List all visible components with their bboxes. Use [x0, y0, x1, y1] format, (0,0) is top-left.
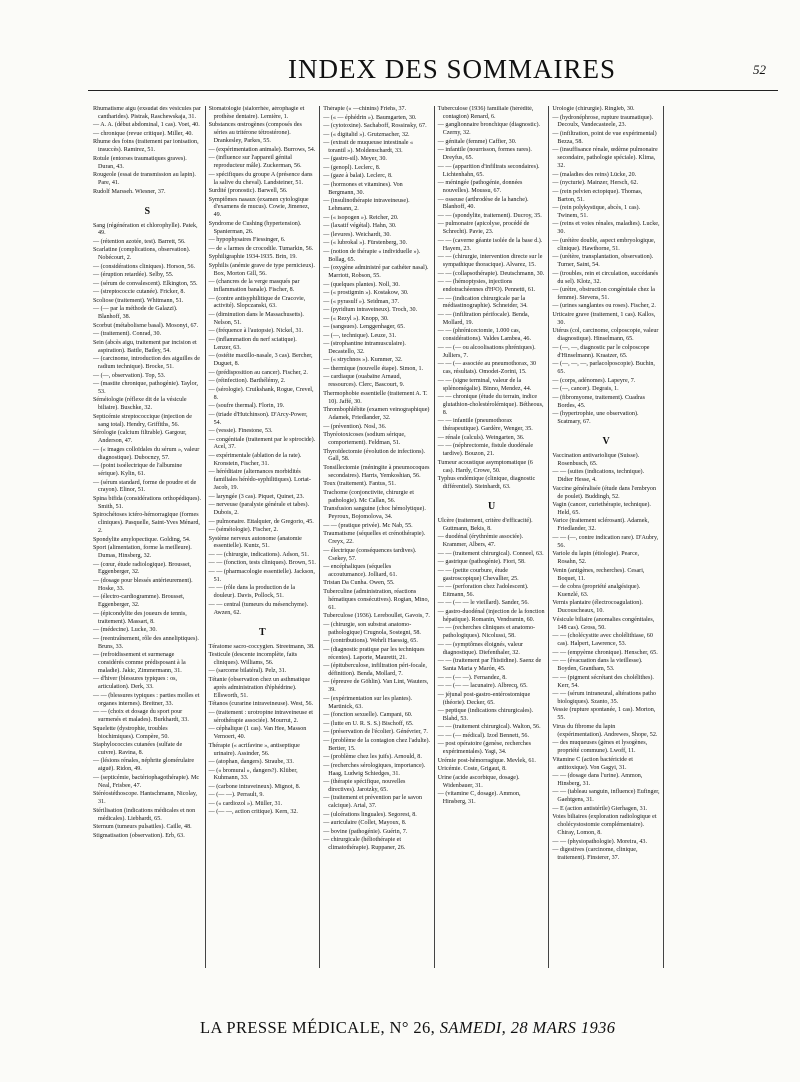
index-entry: Testicule (descente incomplète, faits cliniques). Williams, 56.: [208, 652, 298, 666]
index-entry: — (ostéite maxillo-nasale, 3 cas). Bercher, Duguet, 8.: [208, 353, 313, 368]
index-entry: — (carbone intraveineux). Mignot, 8.: [208, 783, 301, 790]
index-entry: — — (cholécystite avec cholélithiase, 60 cas). Halpert, Lawrence, 53.: [552, 633, 653, 648]
index-entry: Scorbut (métabolisme basal). Mosonyi, 67.: [93, 322, 199, 329]
index-entry: — auriculaire (Collet, Mayoux, 8.: [323, 820, 407, 827]
index-entry: — (médecine). Lucke, 30.: [93, 627, 157, 634]
index-entry: — (réinfection). Barthélémy, 2.: [208, 378, 286, 385]
index-entry: — (insulinothérapie intraveineuse). Lehmann, 2.: [323, 198, 410, 213]
index-entry: Squelette (dystrophie, troubles biochimiques). Compère, 50.: [93, 725, 169, 740]
index-entry: — bovine (pathogénie). Guérin, 7.: [323, 828, 408, 835]
index-entry: Typhus endémique (clinique, diagnostic différentiel). Steinhardt, 63.: [437, 476, 536, 490]
index-entry: — (« lubrokal »). Fürstenberg, 30.: [323, 240, 408, 247]
index-entry: — (préservation de l'écolier). Génévrier, 7.: [323, 729, 428, 736]
index-entry: — (« isopogen »). Reicher, 20.: [323, 214, 399, 221]
index-entry: — (laxatif végétal). Hahn, 30.: [323, 223, 397, 230]
index-entry: Spina bifida (considérations orthopédiques). Smith, 51.: [93, 495, 201, 510]
index-entry: Vernis plantaire (électrocoagulation). Ducouscheaux, 10.: [552, 600, 643, 615]
index-entry: Utérus (col, carcinome, colposcopie, valeur diagnostique). Hinselmann, 65.: [552, 328, 659, 343]
index-entry: — (expérimentation sur les plantes). Martinick, 63.: [323, 695, 413, 710]
index-entry: — jéjunal post-gastro-entérostomique (théorie). Decker, 65.: [437, 691, 531, 706]
index-entry: Traumatisme (séquelles et crénothérapie). Creyx, 22.: [323, 531, 426, 546]
index-entry: Transfusion sanguine (choc hémolytique). Peyroux, Bojomolova, 34.: [323, 506, 426, 521]
index-entry: Symptômes nasaux (examen cytologique d'examens de mucus). Cowie, Jimenez, 49.: [208, 196, 310, 219]
index-entry: — (vessie). Finestone, 53.: [208, 428, 273, 434]
index-entry: — encéphaliques (séquelles accoutumance). Jolliard, 61.: [323, 564, 398, 578]
index-entry: — — (signe terminal, valeur de la splénomégalie). Binno, Mendez, 44.: [437, 377, 532, 392]
index-entry: Syphilis (anémie grave de type pernicieux). Box, Morton Gill, 56.: [208, 262, 315, 277]
index-entry: — thermique (nouvelle étape). Simon, 1.: [323, 365, 424, 372]
index-entry: — — infantile (pneumothorax thérapeutique). Gardère, Wenger, 35.: [437, 418, 533, 433]
index-entry: — — (apparition d'infiltrats secondaires). Lichtenhahn, 65.: [437, 163, 540, 178]
index-entry: — (nycturie). Mainzer, Hersch, 62.: [552, 180, 639, 187]
index-entry: — chronique (revue critique). Miller, 40.: [93, 130, 193, 137]
index-entry: — (« images colloïdales du sérum », valeur diagnostique). Dubocnzy, 57.: [93, 446, 200, 461]
index-entry: — gastro-duodénal (injection de la fonction hépatique). Romanin, Vendramin, 60.: [437, 608, 545, 623]
index-entry: — — (— associée au pneumothorax, 30 cas, résultats). Omodei-Zorini, 15.: [437, 361, 537, 376]
index-entry: — — (traitement par l'histidine). Saenz de Santa Maria y Marón, 45.: [437, 658, 542, 673]
index-entry: Scarlatine (complications, observation). Nobécourt, 2.: [93, 247, 191, 262]
index-entry: Rougeole (essai de transmission au lapin). Pare, 41.: [93, 172, 196, 187]
index-entry: — (corps, adénomes). Lapeyre, 7.: [552, 377, 636, 384]
index-entry: — (cytotoxine). Sachaboff, Rossinsky, 67.: [323, 123, 427, 129]
index-entry: Tumeur acoustique asymptomatique (6 cas). Hardy, Crowe, 50.: [437, 459, 533, 474]
index-entry: — (sérum standard, forme de poudre et de crayon). Elinor, 51.: [93, 479, 197, 494]
index-entry: — — (néphrectomie, fistule duodénale tardive). Bouzon, 21.: [437, 443, 534, 458]
index-entry: — (épicondylite des joueurs de tennis, traitement). Massart, 8.: [93, 610, 187, 625]
index-entry: Rudolf Marsseh. Wiesner, 37.: [93, 188, 166, 195]
index-entry: Surdité (pronostic). Barwell, 56.: [208, 188, 288, 195]
index-entry: — (prédisposition au cancer). Fischer, 2.: [208, 369, 308, 376]
index-entry: — (rétention azotée, test). Barrett, 56.: [93, 238, 186, 245]
index-entry: — (hydronéphrose, rupture traumatique). Decoulx, Vandecasteele, 23.: [552, 114, 654, 129]
index-entry: — (« digitalid »). Grutzmacher, 32.: [323, 131, 410, 138]
index-entry: — — (sérum intraneural, altérations patho biologiques). Szanto, 35.: [552, 691, 656, 705]
index-entry: — osseuse (arthrodèse de la hanche). Blanhoff, 40.: [437, 196, 529, 211]
index-entry: — (reentraînement, rôle des anneliptiques). Bruns, 33.: [93, 635, 199, 650]
index-entry: — (sérum de convalescent). Elkington, 55.: [93, 280, 198, 287]
index-entry: — (hypertrophie, une observation). Scatmary, 67.: [552, 411, 639, 425]
index-entry: — (maladies des reins) Lücke, 20.: [552, 171, 637, 178]
index-entry: — — (tableau sanguin, influence) Eufinger, Gaehtgens, 31.: [552, 789, 660, 804]
index-entry: — (septicémie, bactériophagothérapie). Mc Neal, Frisbee, 47.: [93, 774, 200, 789]
index-entry: — — (— ou alcoolisations phréniques). Julliers, 7.: [437, 344, 536, 359]
index-entry: Thyroïdectomie (évolution de infections). Gall, 58.: [323, 448, 426, 463]
index-entry: — (inflammation du nerf sciatique). Lenzer, 63.: [208, 336, 297, 351]
index-entry: Rotule (entorses traumatiques graves). Duran, 43.: [93, 155, 187, 170]
index-entry: — (éruption retardée). Selby, 55.: [93, 272, 174, 279]
index-entry: — — (spondylite, traitement). Ducroy, 35.: [437, 212, 542, 219]
index-entry: — (« bromural », dangers?). Klüber, Kuhmann, 33.: [208, 767, 298, 782]
index-entry: Thérapie (« —chinins) Friehs, 37.: [323, 106, 407, 112]
index-entry: — (refroidissement et surmenage considérés comme prédisposant à la maladie). Jakic, Zimmermann, 31.: [93, 652, 186, 674]
index-entry: — peptique (indications chirurgicales). Blahd, 53.: [437, 708, 534, 722]
index-entry: — duodénal (érythrémie associée). Krammer, Albers, 47.: [437, 534, 524, 549]
index-entry: — (hormones et vitamines). Von Bergmann, 30.: [323, 181, 403, 196]
index-entry: Voies biliaires (exploration radiologique et cholécystostomie complémentaire). Chiray, Lomon, 8.: [552, 814, 657, 837]
index-entry: — expérimentale (ablation de la rate). Kronstein, Fischer, 31.: [208, 452, 302, 467]
index-entry: — (notion de thérapie « individuelle »). Bollag, 65.: [323, 248, 421, 263]
index-entry: — (insuffisance rénale, œdème pulmonaire secondaire, pathologie spéciale). Klima, 32.: [552, 147, 658, 170]
index-entry: — — (symptômes éloignés, valeur diagnostique). Diefenthaler, 32.: [437, 641, 523, 656]
index-entry: — spécifiques du groupe A (présence dans la salive du cheval). Landsteiner, 51.: [208, 171, 313, 186]
index-entry: — — (rôle dans la production de la douleur). Davis, Pollock, 51.: [208, 585, 296, 600]
index-entry: — — (recherches cliniques et anatomo-pathologiques). Nicolussi, 58.: [437, 625, 536, 640]
index-entry: Thermophobie essentielle (traitement A. T. 10). Jaffé, 30.: [323, 390, 428, 405]
index-entry: — — (traitement chirurgical). Walton, 56.: [437, 724, 541, 731]
index-entry: — (fréquence à l'autopsie). Nickel, 31.: [208, 328, 304, 335]
index-entry: — — (phrénicectomie, 1.000 cas, considérations). Valdes Lambea, 46.: [437, 328, 532, 343]
index-entry: — (problème de la contagion chez l'adulte). Bertier, 15.: [323, 737, 431, 752]
index-entry: — (—, cancer). Degrais, 1.: [552, 386, 619, 393]
index-entry: Trachome (conjonctivite, chirurgie et pathologie). Mc Callan, 56.: [323, 489, 414, 504]
index-column-4: [434, 106, 549, 968]
index-entry: — électrique (conséquences tardives). Csekey, 57.: [323, 547, 417, 562]
index-entry: — (point isoélectrique de l'albumine sérique). Kylin, 61.: [93, 463, 183, 477]
index-entry: Rhumatisme aigu (exsudat des vésicules par cantharides). Pistrak, Raschewskaja, 31.: [93, 106, 201, 120]
index-title: INDEX DES SOMMAIRES: [288, 54, 617, 84]
index-column-5: [548, 106, 663, 968]
index-entry: — (chirurgie, son substrat anatomo-pathologique) Crugnola, Sostegni, 58.: [323, 621, 421, 636]
index-entry: Syndrome de Cushing (hypertension). Spanierman, 26.: [208, 220, 302, 235]
index-entry: — — (petite courbure, étude gastroscopique) Chevallier, 25.: [437, 567, 519, 582]
index-entry: — (urétère double, aspect embryologique, clinique). Hawthorne, 51.: [552, 237, 656, 252]
index-entry: — des muqueuses (gènes et lysogènes, propriété commune). Lwoff, 11.: [552, 740, 648, 755]
index-entry: — chirurgicale (héliothérapie et climatothérapie). Ruppaner, 26.: [323, 837, 406, 852]
page-footer: [200, 1018, 760, 1038]
index-entry: Substances œstrogènes (composés des séries au tritérone tétrostérone). Drankesley, Parkes, 55.: [208, 122, 302, 145]
index-entry: — (électro-cardiogramme). Brousset, Eggenberger, 32.: [93, 594, 185, 609]
index-entry: — héréditaire (alternances morbidités familiales hérédo-syphilitiques). Lortat-Jacob, 19.: [208, 469, 311, 492]
index-entry: — (levures). Weichardt, 30.: [323, 231, 391, 238]
index-entry: — d'hiver (blessures typiques : os, articulation). Derk, 33.: [93, 676, 178, 691]
index-entry: — (— —, action critique). Kern, 32.: [208, 809, 298, 816]
index-entry: — — (caverne géante isolée de la base d.). Hayem, 23.: [437, 237, 543, 252]
index-entry: Urologie (chirurgie). Ringleb, 30.: [552, 106, 635, 112]
index-entry: — rénale (calculs). Weingarten, 36.: [437, 434, 525, 441]
index-entry: — — (— médical). Izod Bennett, 56.: [437, 732, 529, 739]
index-entry: — (— —). Perrault, 9.: [208, 792, 264, 799]
index-entry: Toux (traitement). Fantus, 51.: [323, 481, 396, 488]
index-entry: Système nerveux autonome (anatomie essentielle). Kuntz, 51.: [208, 535, 302, 550]
index-entry: Séméiologie (réflexe dit de la vésicule biliaire). Buschke, 32.: [93, 397, 187, 412]
index-entry: — — (— — lacunaire). Albrecq, 65.: [437, 683, 528, 690]
index-entry: — E (action antistérile) Gierhagen, 31.: [552, 805, 648, 812]
index-entry: — ganglionnaire bronchique (diagnostic). Czerny, 32.: [437, 122, 540, 137]
index-entry: — — (choix et dosage du sport pour surmenés et malades). Burkhardt, 33.: [93, 709, 189, 724]
index-entry: — (—, —, diagnostic par le colposcope d'Hinselmann). Kraatzer, 65.: [552, 344, 650, 359]
index-entry: — — (indication chirurgicale par la médiastinographie). Schneider, 34.: [437, 295, 528, 310]
page-number: 52: [753, 62, 766, 77]
index-entry: Tonsillectomie (méningite à pneumocoques secondaires). Harris, Yemkoshian, 56.: [323, 464, 430, 479]
index-entry: — — (blessures typiques : parties molles et organes internes). Breitner, 33.: [93, 692, 200, 707]
index-entry: Variole du lapin (étiologie). Pearce, Rosahn, 52.: [552, 551, 640, 566]
index-entry: Rhume des foins (traitement par ionisation, insuccès). Ramirez, 51.: [93, 139, 199, 154]
index-entry: Scoliose (traitement). Whitmann, 51.: [93, 297, 184, 304]
index-entry: — infantile (nourrisson, formes rares). Dreyfus, 65.: [437, 147, 532, 162]
index-column-3: [319, 106, 434, 968]
index-entry: Ulcère (traitement, critère d'efficacité). Guttmann, Bekis, 8.: [437, 517, 533, 532]
index-entry: — — (évacuation dans la vieillesse). Boyden, Grantham, 53.: [552, 658, 643, 673]
index-entry: — (traitement et prévention par le savon calcique). Artal, 37.: [323, 795, 423, 810]
index-entry: Virus du fibrome du lapin (expérimentation). Andrewes, Shope, 52.: [552, 723, 658, 738]
index-entry: Vésicule biliaire (anomalies congénitales, 148 cas). Gross, 50.: [552, 616, 655, 631]
index-column-2: [205, 106, 320, 968]
index-entry: Tuberculine (administration, réactions hématiques consécutives). Rogian, Mino, 61.: [323, 588, 430, 611]
index-entry: — (séméiologie). Fischer, 2.: [208, 527, 279, 534]
index-entry: — — (collapsothérapie). Deutschmann, 30.: [437, 270, 545, 277]
index-entry: — (gastro-sil). Meyer, 30.: [323, 156, 387, 163]
index-entry: Venin (antigènes, recherches). Cesari, Boquet, 11.: [552, 567, 645, 582]
index-entry: Urémie post-hémorragique. Mevlek, 61.: [437, 757, 536, 764]
index-entry: — — (hémoptysies, injections endotrachéennes d'H²O). Pennetti, 61.: [437, 279, 536, 294]
index-entry: — (« cardiozol »). Müller, 31.: [208, 800, 283, 807]
index-entry: — laryngée (3 cas). Piquet, Quinet, 23.: [208, 493, 305, 500]
index-entry: — (« pyrasulf »). Seidman, 37.: [323, 298, 400, 305]
index-entry: Tétanos (curarine intraveineuse). West, 56.: [208, 701, 314, 708]
index-entry: — — (traitement chirurgical). Conneel, 63.: [437, 550, 544, 557]
index-entry: — (fibromyome, traitement). Cuadras Bordes, 45.: [552, 394, 645, 409]
index-entry: — (reins et voies rénales, maladies). Lucke, 30.: [552, 221, 660, 236]
index-entry: — (rein polykystique, abcès, 1 cas). Twinem, 51.: [552, 205, 641, 219]
index-entry: — (—, —, —, parlacolposcopie). Buchin, 65.: [552, 361, 655, 376]
index-entry: — (traitement : urotropine intraveineuse et sérothérapie associée). Mourrut, 2.: [208, 709, 313, 724]
index-entry: — hypophysaires Fiessinger, 6.: [208, 237, 286, 244]
section-letter: V: [602, 435, 610, 447]
index-entry: — gastrique (pathogénie). Fiori, 58.: [437, 559, 526, 566]
index-entry: Uricémie. Coste, Grigaut, 8.: [437, 766, 507, 773]
index-entry: Tératome sacro-coccygien. Streetmann, 38.: [208, 643, 315, 650]
index-entry: — (sangsues). Lenggenhager, 65.: [323, 324, 405, 331]
index-entry: — — (pigment sécrétant des cholélithes). Kerr, 54.: [552, 674, 654, 689]
index-entry: — (influence sur l'appareil génital reproducteur mâle). Zuckerman, 56.: [208, 155, 302, 170]
index-entry: — — (dosage dans l'urine). Ammon, Hinsberg, 31.: [552, 773, 643, 787]
index-entry: Urine (acide ascorbique, dosage). Widenbauer, 31.: [437, 774, 520, 789]
index-entry: Tristan Da Cunha. Owen, 55.: [323, 580, 395, 587]
index-entry: — (cœur, étude radiologique). Brousset, Eggenberger, 32.: [93, 561, 192, 576]
section-letter: U: [487, 500, 496, 512]
index-entry: Vessie (rupture spontanée, 1 cas). Morton, 55.: [552, 707, 656, 722]
index-entry: — pulmonaire. Ettalquier, de Gregorio, 45.: [208, 518, 314, 525]
index-entry: Vaccine généralisée (étude dans l'embryon de poulet). Buddingh, 52.: [552, 485, 657, 500]
index-entry: — (ulcérations linguales). Segorest, 8.: [323, 811, 417, 818]
index-entry: — (traitement). Conrad, 30.: [93, 331, 162, 338]
index-entry: — (sérologie). Cruikshank, Rogue, Crevel, 8.: [208, 386, 314, 401]
index-entry: — (atophan, dangers). Straube, 33.: [208, 759, 294, 765]
section-letter: S: [144, 205, 151, 217]
index-entry: Thérapie (« acrifavine », antiseptique urinaire). Assinder, 56.: [208, 742, 300, 757]
index-entry: Stigmatisation (observation). Erb, 63.: [93, 832, 185, 839]
page-header: [88, 52, 778, 91]
index-entry: — (extrait de muqueuse intestinale « torantil »). Moldenschardt, 33.: [323, 140, 414, 154]
index-entry: Tuberculose (1936). Lereboullet, Gavois, 7.: [323, 613, 430, 620]
index-entry: Spirochétoses ictéro-hémorragique (formes cliniques). Pasquelle, Saint-Yves Ménard, 2.: [93, 512, 200, 535]
index-entry: — — (perforation chez l'adolescent). Eitmann, 56.: [437, 584, 529, 598]
index-entry: — (diminution dans le Massachusetts). Nelson, 51.: [208, 311, 304, 326]
index-entry: — (« Rezyl »). Knopp, 30.: [323, 315, 389, 322]
index-entry: — — (— — le vieillard). Sander, 56.: [437, 600, 529, 607]
index-entry: — — (— —). Fernandez, 8.: [437, 674, 507, 681]
index-entry: — (« strychnos »). Kummer, 32.: [323, 357, 403, 364]
index-entry: — — (pharmacologie essentielle). Jackson, 51.: [208, 568, 315, 583]
index-entry: — (diagnostic pratique par les techniques récentes). Laporte, Mauretit, 21.: [323, 646, 425, 661]
index-entry: — (urétère, transplantation, observation). Turner, Saint, 54.: [552, 254, 654, 269]
index-entry: Sang (régénération et chlorophylle). Patek, 49.: [93, 222, 198, 237]
index-entry: — (contre antisyphilitique de Cracovie, activité). Slopczanski, 63.: [208, 295, 306, 310]
index-entry: — (thérapie spécifique, nouvelles directives). Jarotzky, 65.: [323, 779, 406, 793]
index-entry: — (streptococcie cutanée). Fricker, 8.: [93, 289, 185, 296]
index-entry: — (oxygène administré par cathéter nasal). Marriott, Robson, 55.: [323, 265, 429, 280]
index-entry: — (genopl). Leclerc, 8.: [323, 164, 381, 171]
index-entry: — (urines sanglantes ou roses). Fischer, 2.: [552, 303, 656, 310]
index-entry: Stérilisation (indications médicales et non médicales). Liebhardt, 65.: [93, 807, 196, 822]
index-entry: — A. A. (début abdominal, 1 cas). Voet, 40.: [93, 122, 200, 129]
index-entry: — (strophantine intramusculaire). Decastello, 32.: [323, 341, 406, 355]
index-entry: — cardiaque (ouabaïne Arnaud, ressources). Clerc, Bascourt, 9.: [323, 374, 405, 389]
index-entry: — (soufre thermal). Florin, 19.: [208, 403, 285, 410]
section-letter: T: [259, 626, 266, 638]
index-entry: — nerveuse (paralysie générale et tabes). Dubois, 2.: [208, 502, 310, 517]
index-entry: — (sarcome bilatéral). Pelz, 31.: [208, 668, 287, 675]
index-entry: — post opératoire (genèse, recherches expérimentales). Yagi, 34.: [437, 741, 532, 756]
index-entry: Tétanie (observation chez un asthmatique après administration d'éphédrine). Ellsworth, 51.: [208, 676, 311, 699]
index-entry: — — (chirurgie, intervention directe sur le sympathique thoracique). Alvarez, 15.: [437, 254, 543, 269]
index-entry: — (urètre, obstruction congénitale chez la femme). Stevens, 51.: [552, 287, 655, 301]
index-entry: — (épreuve de Göhlin). Van Lint, Wauters, 39.: [323, 679, 429, 694]
index-entry: — (dosage pour blessés antérieurement). Hoske, 33.: [93, 577, 193, 592]
index-entry: — (« — éphédrin »). Baumgarten, 30.: [323, 114, 417, 121]
index-entry: — (vitamine C, dosage). Ammon, Hinsberg, 31.: [437, 791, 521, 806]
index-entry: — céphalique (1 cas). Van Hee, Masson Vernoert, 40.: [208, 726, 307, 741]
index-entry: — (prévention). Nosl, 36.: [323, 423, 387, 430]
index-entry: — (lutte en U. R. S. S.) Bischoff, 65.: [323, 720, 414, 727]
index-entry: — de cobra (propriété analgésique). Kuenzlé, 63.: [552, 584, 641, 598]
index-entry: Vagin (cancer, curiethérapie, technique). Held, 65.: [552, 502, 651, 516]
index-entry: — (recherches sérologiques, importance). Haag, Ludwig Schiedges, 31.: [323, 762, 426, 777]
index-entry: — (rein pelvien ectopique). Thomas, Barton, 51.: [552, 188, 643, 203]
index-entry: — (mastite chronique, pathogénie). Taylor, 53.: [93, 381, 198, 395]
index-entry: — pulmonaire (apicolyse, procédé de Schrecht). Pavie, 23.: [437, 221, 530, 236]
index-entry: Vitamine C (action bactéricide et antitoxique). Von Gagyi, 31.: [552, 756, 633, 771]
index-entry: Staphylococcies cutanées (sulfate de cuivre). Ravina, 8.: [93, 742, 183, 756]
index-entry: — (infiltration, point de vue expérimental) Bezza, 58.: [552, 130, 657, 145]
index-entry: Tuberculose (1936) familiale (hérédité, contagion) Renard, 6.: [437, 106, 534, 120]
index-entry: — — central (tumeurs du mésenchyme). Awzen, 62.: [208, 601, 309, 616]
index-entry: — — (—, contre indication rare). D'Aubry, 56.: [552, 534, 659, 549]
index-entry: — (troubles, rein et circulation, succédanés du sel). Klotz, 32.: [552, 270, 659, 285]
index-entry: — (lésions rénales, néphrite glomérulaire aiguë). Ridon, 49.: [93, 758, 195, 773]
index-entry: — (considérations cliniques). Horson, 56.: [93, 263, 196, 270]
index-entry: Syphiligraphie 1934-1935. Brin, 19.: [208, 254, 297, 261]
index-column-6: [663, 106, 778, 968]
index-entry: — (expérimentation animale). Burrows, 54.: [208, 146, 316, 153]
index-entry: — méningée (pathogénie, données nouvelles). Moussu, 67.: [437, 180, 523, 195]
index-entry: — — (suites (indications, technique). Didier Hesse, 4.: [552, 469, 645, 484]
index-entry: Sport (alimentation, forme la meilleure). Dumas, Hinsberg, 32.: [93, 545, 192, 560]
issue-date: SAMEDI, 28 MARS 1936: [439, 1018, 616, 1037]
index-entry: — — (infiltration périfocale). Benda, Mollard, 19.: [437, 311, 530, 326]
index-entry: — (épituberculose, infiltration péri-focale, définition). Benda, Mollard, 7.: [323, 663, 427, 677]
index-entry: — (—, technique). Leuze, 31.: [323, 332, 397, 339]
index-entry: — (« prostigmin »). Kostakow, 30.: [323, 290, 409, 297]
index-entry: — (gaze à balai). Leclerc, 8.: [323, 173, 393, 180]
index-entry: — (carcinome, introduction des aiguilles de radium technique). Brocke, 51.: [93, 356, 200, 371]
index-entry: — (fonction sexuelle). Campani, 60.: [323, 712, 413, 719]
index-entry: Stéréostéthoscope. Hantschmann, Nicolay, 31.: [93, 791, 198, 806]
index-entry: — (chancres de la verge masqués par inflammation banale). Fischer, 8.: [208, 279, 300, 294]
index-entry: Varice (traitement sclérosant). Adamek, Friedlander, 32.: [552, 518, 649, 533]
index-entry: Stomatologie (sialorrhée, aérophagie et prothèse dentaire). Lemière, 1.: [208, 106, 305, 120]
index-entry: Thyréotoxicoses (sodium sérique, comportement). Feldman, 51.: [323, 432, 406, 447]
index-entry: Sein (abcès aigu, traitement par incision et aspiration). Battle, Batley, 54.: [93, 339, 197, 354]
index-columns: [90, 106, 778, 968]
index-entry: — (quelques plantes). Noll, 30.: [323, 281, 400, 288]
index-entry: — (— par la méthode de Galazzi). Blanhoff, 38.: [93, 306, 178, 321]
index-entry: Thrombophlébite (examen veinographique) Adamek, Friedlander, 32.: [323, 407, 430, 422]
index-entry: — (—, observation). Top, 53.: [93, 372, 166, 379]
index-entry: Spondylite amylopectique. Golding, 54.: [93, 536, 191, 543]
journal-name: LA PRESSE MÉDICALE, N° 26,: [200, 1018, 436, 1037]
index-entry: — — (physiopathologie). Moreira, 43.: [552, 838, 647, 845]
index-entry: — (problème chez les juifs). Arnould, 8.: [323, 754, 422, 761]
index-entry: — — (fonction, tests cliniques). Brown, 51.: [208, 560, 316, 567]
index-entry: — (triade d'Hutchinson). D'Arcy-Power, 54.: [208, 411, 308, 426]
index-entry: — — (pratique privée). Mc Nab, 55.: [323, 522, 413, 529]
index-entry: — — chronique (étude du terrain, indice glutathion-cholestérolémique). Bétheous, 8.: [437, 394, 544, 416]
index-entry: — (contributions). Wehrli Haessig, 65.: [323, 638, 418, 645]
index-entry: — (pyridium intraveineux). Troch, 30.: [323, 307, 418, 314]
index-entry: Sérologie (calcium filtrable). Gargour, Anderson, 47.: [93, 430, 187, 445]
index-entry: — — (chirurgie, indications). Adson, 51.: [208, 551, 309, 558]
index-entry: Septicémie streptococcique (injection de sang total). Hendry, Griffiths, 56.: [93, 413, 192, 428]
index-entry: — de « larmes de crocodile. Tumarkin, 56.: [208, 245, 314, 252]
index-entry: — génitale (femme) Caffier, 30.: [437, 138, 517, 145]
index-entry: — — (empyème chronique). Henscher, 65.: [552, 649, 658, 656]
index-entry: Vaccination antivariolique (Suisse). Rosenbusch, 65.: [552, 452, 640, 467]
index-entry: Sternum (tumeurs pulsatiles). Caille, 48.: [93, 824, 192, 831]
index-entry: — digestives (carcinome, clinique, traitement). Finsterer, 37.: [552, 847, 638, 862]
index-entry: — congénitale (traitement par le spirocide). Acel, 37.: [208, 436, 316, 451]
index-entry: Urticaire grave (traitement, 1 cas). Kallos, 30.: [552, 311, 656, 326]
index-column-1: [90, 106, 205, 968]
